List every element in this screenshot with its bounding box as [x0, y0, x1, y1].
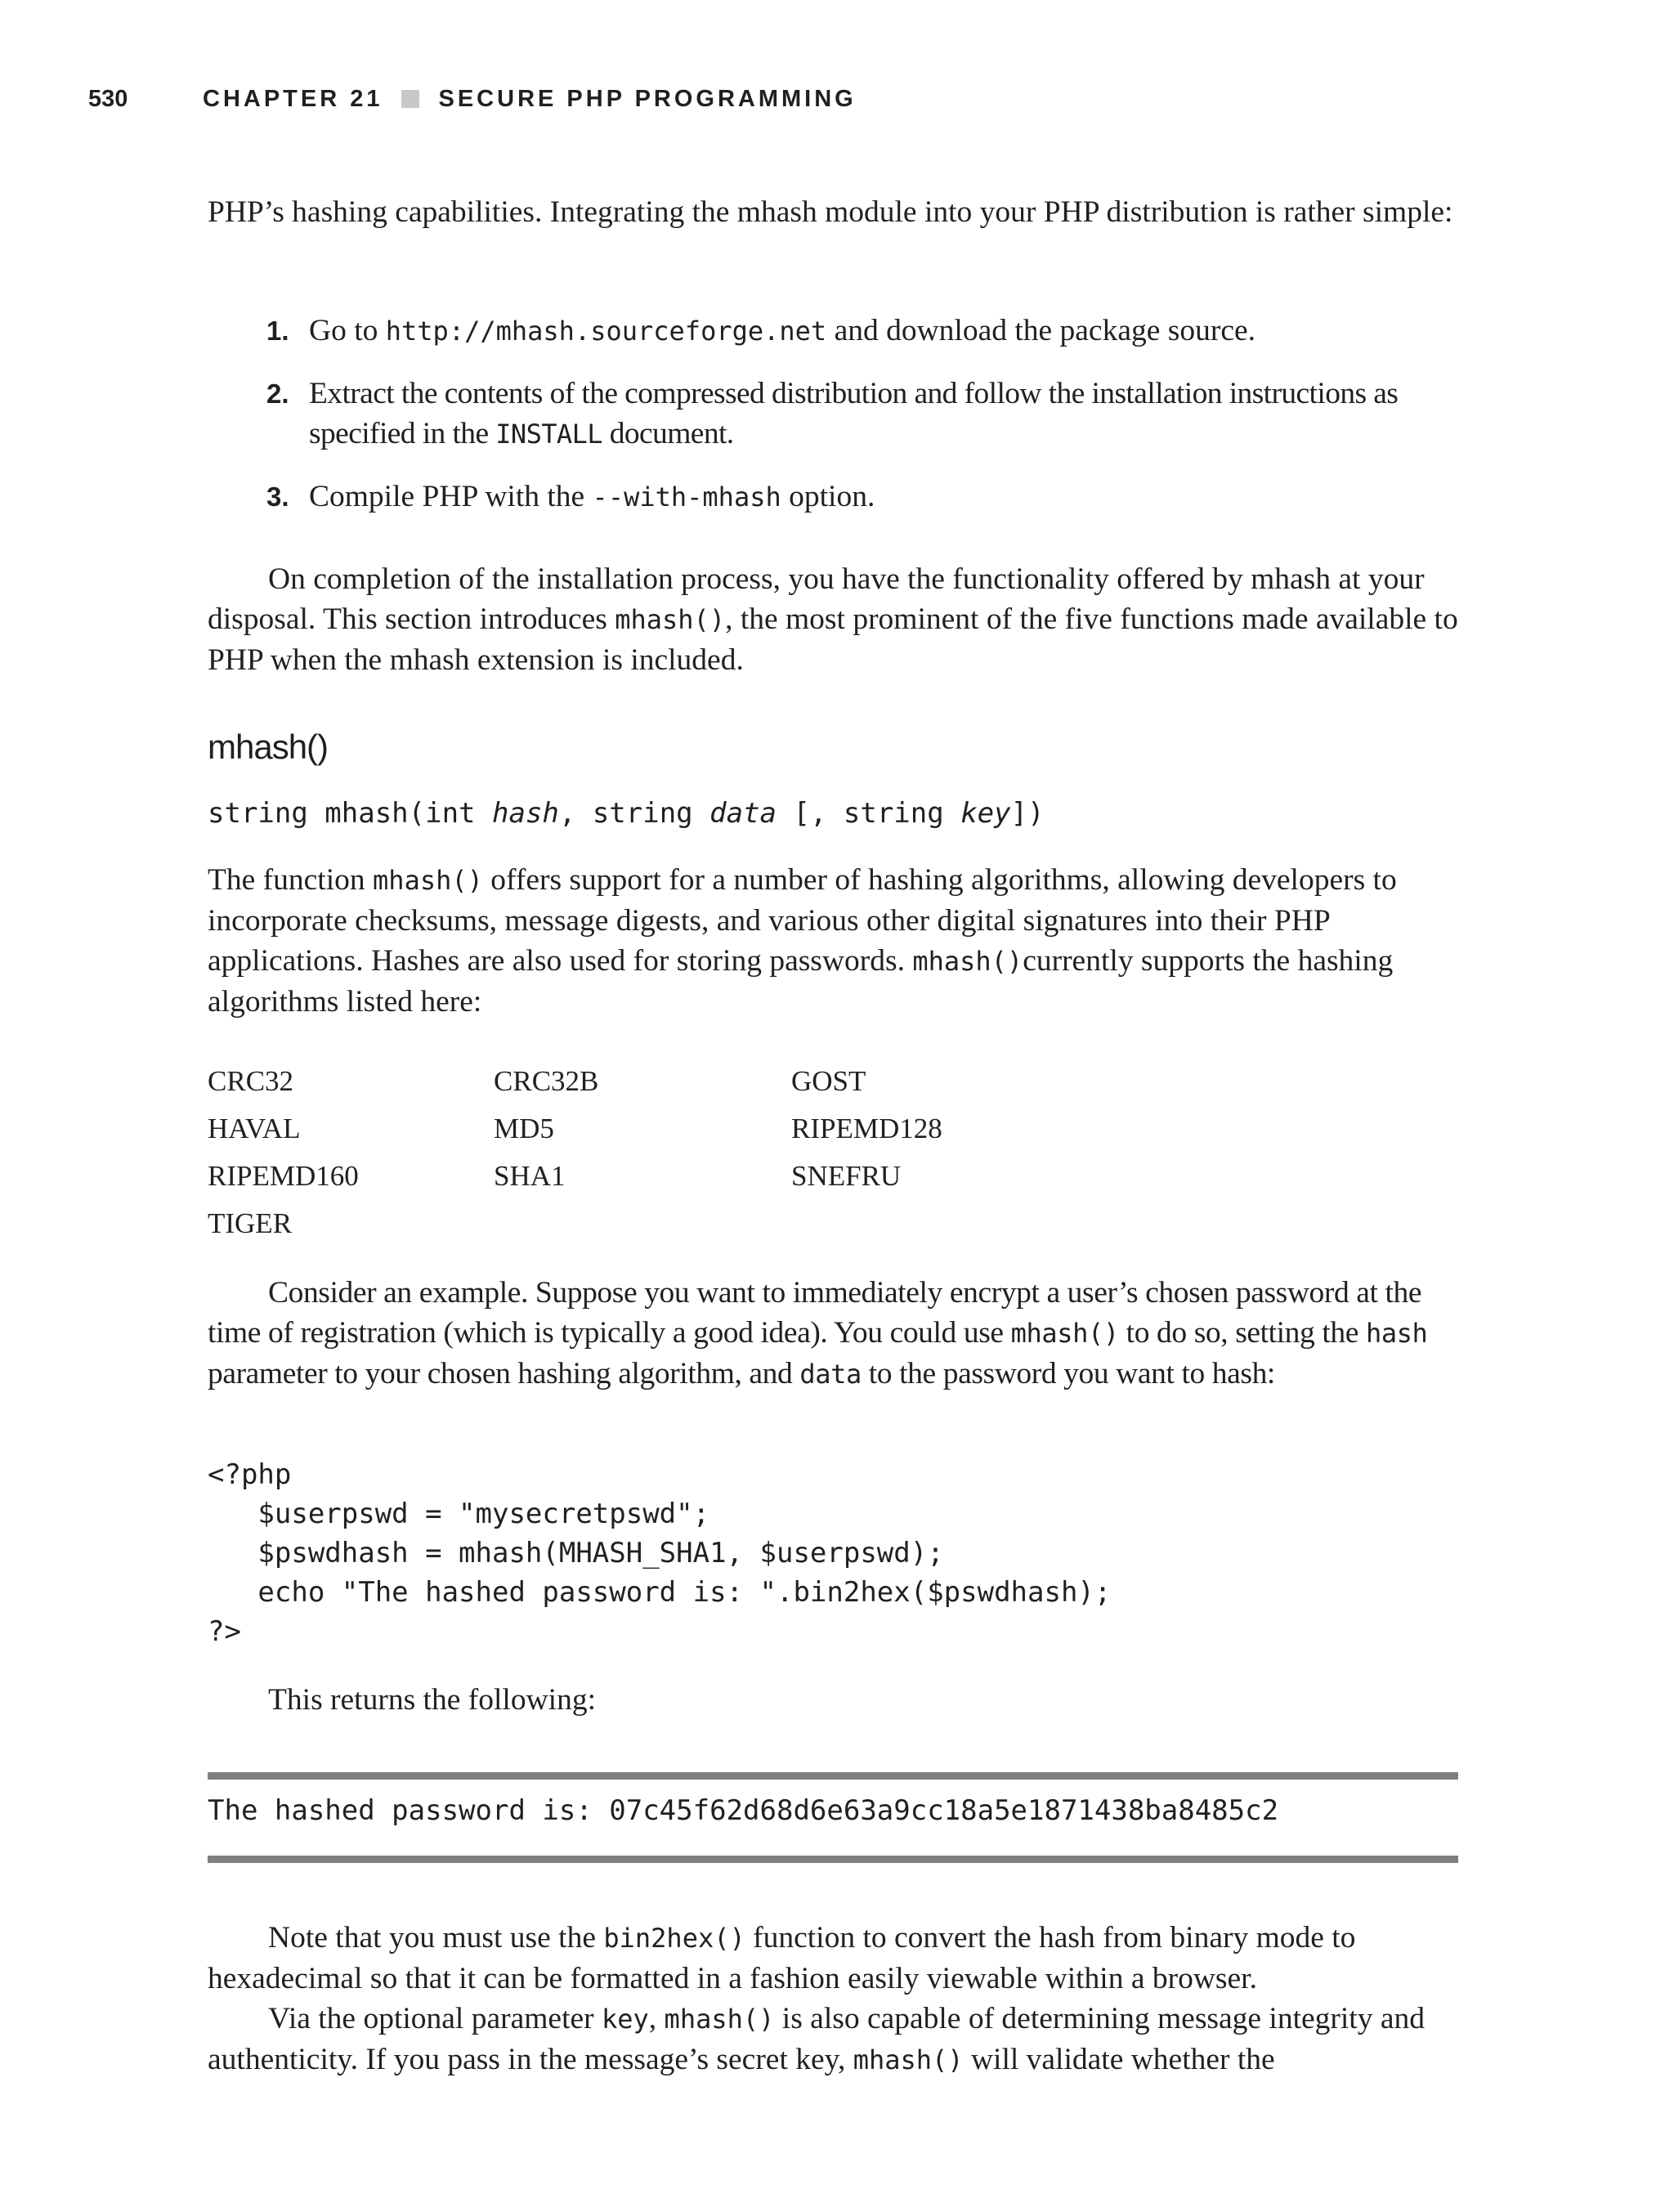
function-code: mhash() — [912, 946, 1023, 977]
returns-paragraph: This returns the following: — [268, 1683, 596, 1717]
step-text: Compile PHP with the --with-mhash option. — [309, 480, 875, 513]
code-listing: <?php $userpswd = "mysecretpswd"; $pswdhash = mhash(MHASH_SHA1, $userpswd); echo "The hashed password is: ".bin2hex($pswdhash); ?> — [208, 1458, 1112, 1648]
algorithm-item: MD5 — [494, 1113, 554, 1144]
intro-text: PHP’s hashing capabilities. Integrating the mhash module into your PHP distribution is rather simple: — [208, 195, 1453, 229]
filename-code: INSTALL — [495, 419, 602, 450]
step-number: 3. — [266, 481, 289, 512]
function-code: mhash() — [373, 865, 483, 896]
algorithm-item: CRC32 — [208, 1065, 294, 1097]
function-code: mhash() — [615, 604, 726, 635]
algorithm-item: GOST — [791, 1065, 866, 1097]
key-paragraph: Via the optional parameter key, mhash() is also capable of determining message integrity and authenticity. If you pass in the message’s secret key, mhash() will validate whether the — [208, 2002, 1425, 2076]
url-code: http://mhash.sourceforge.net — [385, 316, 827, 347]
function-code: mhash() — [1010, 1318, 1119, 1349]
algorithm-item: SHA1 — [494, 1160, 566, 1192]
algorithm-item: TIGER — [208, 1207, 293, 1239]
description-paragraph: The function mhash() offers support for a number of hashing algorithms, allowing developers to incorporate checksums, message digests, and various other digital signatures into their PHP applications. Hashes are also used for storing passwords. mhash()currently supports the hashing algorithms listed here: — [208, 863, 1397, 1019]
output-listing: The hashed password is: 07c45f62d68d6e63a9cc18a5e1871438ba8485c2 — [208, 1794, 1279, 1827]
chapter-label: CHAPTER 21 — [203, 85, 383, 112]
section-heading: mhash() — [208, 728, 329, 766]
completion-paragraph: On completion of the installation process, you have the functionality offered by mhash at your disposal. This section introduces mhash(), the most prominent of the five functions made available to PHP when the mhash extension is included. — [208, 562, 1458, 677]
output-top-rule — [208, 1772, 1458, 1780]
algorithm-item: SNEFRU — [791, 1160, 902, 1192]
step-number: 2. — [266, 378, 289, 409]
chapter-title: SECURE PHP PROGRAMMING — [438, 85, 857, 112]
param-code: key — [602, 2004, 649, 2035]
step-number: 1. — [266, 316, 289, 346]
algorithm-item: CRC32B — [494, 1065, 599, 1097]
function-code: mhash() — [853, 2044, 964, 2075]
step-text: Go to http://mhash.sourceforge.net and download the package source. — [309, 314, 1256, 347]
algorithm-item: RIPEMD128 — [791, 1113, 942, 1144]
example-paragraph: Consider an example. Suppose you want to immediately encrypt a user’s chosen password at the time of registration (which is typically a good idea). You could use mhash() to do so, setting the hash parameter to your chosen hashing algorithm, and data to the password you want to hash: — [208, 1276, 1428, 1390]
algorithm-item: HAVAL — [208, 1113, 301, 1144]
intro-paragraph — [208, 192, 1471, 232]
square-bullet-icon — [401, 90, 419, 108]
algorithm-item: RIPEMD160 — [208, 1160, 359, 1192]
param-code: data — [799, 1359, 862, 1390]
note-paragraph: Note that you must use the bin2hex() function to convert the hash from binary mode to hexadecimal so that it can be formatted in a fashion easily viewable within a browser. Via the optional parameter key, mhash() is also capable of determining message integrity and authenticity. If you pass in the message’s secret key, mhash() will validate whether the — [208, 1918, 1471, 2080]
function-code: mhash() — [664, 2004, 775, 2035]
step-text: Extract the contents of the compressed distribution and follow the installation instructions as specified in the INSTALL document. — [309, 377, 1399, 450]
option-code: --with-mhash — [592, 481, 781, 513]
function-code: bin2hex() — [603, 1923, 745, 1954]
page-number: 530 — [88, 85, 128, 112]
running-head — [88, 83, 857, 115]
function-signature: string mhash(int hash, string data [, string key]) — [208, 797, 1045, 830]
output-bottom-rule — [208, 1856, 1458, 1863]
param-code: hash — [1365, 1318, 1428, 1349]
